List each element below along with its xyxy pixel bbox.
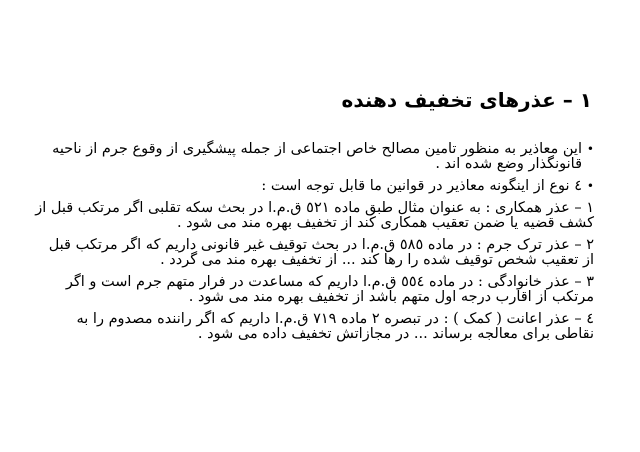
list-item: [34, 238, 594, 268]
list-item-text: ٢ – عذر ترک جرم : در ماده ٥٨٥ ق.م.ا در بحث توقیف غیر قانونی داریم که اگر مرتکب قبل از تعقیب شخص توقیف شده را رها کند ... از تخفیف بهره مند می گردد .: [48, 237, 594, 268]
list-item: [34, 312, 594, 342]
bullet-text: این معاذیر به منظور تامین مصالح خاص اجتماعی از جمله پیشگیری از وقوع جرم از ناحیه قانونگذار وضع شده اند .: [52, 141, 582, 172]
bullet-icon: •: [586, 179, 594, 193]
bullet-paragraph: [34, 179, 594, 194]
list-item: [34, 275, 594, 305]
list-item-text: ١ – عذر همکاری : به عنوان مثال طبق ماده ٥٢١ ق.م.ا در بحث سکه تقلبی اگر مرتکب قبل از کشف قضیه یا ضمن تعقیب همکاری کند از تخفیف بهره مند می شود .: [35, 200, 594, 231]
bullet-text: ٤ نوع از اینگونه معاذیر در قوانین ما قابل توجه است :: [261, 178, 582, 194]
list-item: [34, 201, 594, 231]
slide-title: ١ – عذرهای تخفیف دهنده: [341, 88, 592, 112]
bullet-icon: •: [586, 142, 594, 156]
bullet-paragraph: [34, 142, 594, 172]
list-item-text: ٤ – عذر اعانت ( کمک ) : در تبصره ٢ ماده ٧١٩ ق.م.ا داریم که اگر راننده مصدوم را به نقاطی برای معالجه برساند ... در مجازاتش تخفیف داده می شود .: [76, 311, 594, 342]
slide-content: [34, 142, 594, 349]
list-item-text: ٣ – عذر خانوادگی : در ماده ٥٥٤ ق.م.ا داریم که مساعدت در فرار متهم جرم است و اگر مرتکب از اقارب درجه اول متهم باشد از تخفیف بهره مند می شود .: [65, 274, 594, 305]
